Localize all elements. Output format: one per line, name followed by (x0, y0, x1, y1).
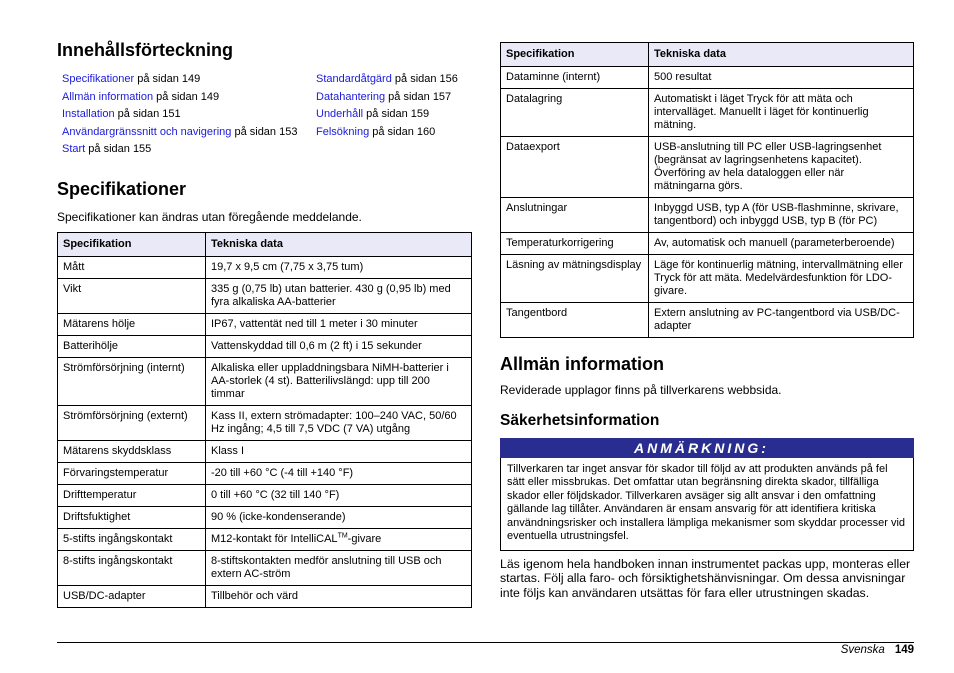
table-row (58, 358, 472, 406)
table-row (58, 336, 472, 358)
toc-link[interactable]: Standardåtgärd (316, 73, 392, 85)
toc-entry (316, 89, 477, 107)
toc-page-ref: på sidan 153 (234, 125, 298, 138)
spec-value: Automatiskt i läget Tryck för att mäta och intervalläget. Manuellt i läget för kontinuerlig mätning. (649, 89, 914, 137)
toc-page-ref: på sidan 155 (88, 143, 152, 155)
table-row (58, 406, 472, 441)
toc-link[interactable]: Start (62, 143, 86, 155)
left-column (57, 38, 472, 608)
table-row (58, 314, 472, 336)
spec-value: IP67, vattentät ned till 1 meter i 30 minuter (206, 314, 472, 336)
table-row (58, 551, 472, 586)
footer-divider (57, 642, 914, 643)
table-row (501, 89, 914, 137)
toc-entry (316, 124, 477, 142)
spec-name: Dataminne (internt) (501, 67, 649, 89)
safety-title: Säkerhetsinformation (500, 411, 660, 429)
spec-value: -20 till +60 °C (-4 till +140 °F) (206, 463, 472, 485)
spec-name: Batterihölje (58, 336, 206, 358)
toc-page-ref: på sidan 157 (388, 90, 452, 103)
toc-entry (62, 89, 316, 107)
spec-name: 5-stifts ingångskontakt (58, 529, 206, 551)
table-row (58, 257, 472, 279)
note-text: Tillverkaren tar inget ansvar för skador till följd av att produkten används på fel sätt eller missbrukas. Det omfattar utan begränsning direkta skador, tillfälliga skador eller följdskador. Tillverkaren avsäger sig allt ansvar i den omfattning gällande lag tillåter. Användaren är ensam ansvarig för att identifiera kritiska användningsrisker och installera lämpliga mekanismer som skyddar processer vid eventuella utrustningsfel. (500, 458, 914, 551)
toc-link[interactable]: Datahantering (316, 90, 386, 103)
column-header: Specifikation (58, 233, 206, 257)
spec-value: Extern anslutning av PC-tangentbord via USB/DC-adapter (649, 303, 914, 338)
spec-name: Temperaturkorrigering (501, 233, 649, 255)
note-box (500, 438, 914, 551)
table-row (501, 198, 914, 233)
table-row (58, 507, 472, 529)
spec-name: Mätarens skyddsklass (58, 441, 206, 463)
page-number: 149 (894, 644, 914, 656)
toc-link[interactable]: Användargränssnitt och navigering (62, 125, 232, 138)
toc-link[interactable]: Installation (62, 108, 115, 120)
spec-value (206, 529, 472, 551)
table-row (58, 279, 472, 314)
spec-name: USB/DC-adapter (58, 586, 206, 608)
specs-intro: Specifikationer kan ändras utan föregående meddelande. (57, 209, 362, 224)
spec-value: Tillbehör och värd (206, 586, 472, 608)
general-info-title: Allmän information (500, 354, 665, 374)
table-row (501, 67, 914, 89)
spec-name: Anslutningar (501, 198, 649, 233)
spec-value-text: -givare (347, 533, 382, 545)
spec-value: Inbyggd USB, typ A (för USB-flashminne, skrivare, tangentbord) och inbyggd USB, typ B (för PC) (649, 198, 914, 233)
table-row (501, 303, 914, 338)
toc-page-ref: på sidan 149 (156, 90, 220, 103)
toc-title: Innehållsförteckning (57, 40, 234, 60)
spec-value: 8-stiftskontakten medför anslutning till USB och extern AC-ström (206, 551, 472, 586)
spec-value: USB-anslutning till PC eller USB-lagringsenhet (begränsat av lagringsenhetens kapacitet). Överföring av hela dataloggen eller när mätningarna görs. (649, 137, 914, 198)
toc-link[interactable]: Specifikationer (62, 73, 135, 85)
table-header-row (501, 43, 914, 67)
spec-value-text: M12-kontakt för IntelliCAL (211, 533, 338, 545)
trademark-mark: TM (337, 532, 348, 540)
spec-name: 8-stifts ingångskontakt (58, 551, 206, 586)
spec-value: 0 till +60 °C (32 till 140 °F) (206, 485, 472, 507)
toc-page-ref: på sidan 160 (372, 125, 436, 138)
page-footer (841, 643, 914, 657)
spec-name: Drifttemperatur (58, 485, 206, 507)
spec-name: Strömförsörjning (internt) (58, 358, 206, 406)
toc-entry (62, 106, 316, 124)
spec-name: Vikt (58, 279, 206, 314)
spec-name: Strömförsörjning (externt) (58, 406, 206, 441)
table-row (58, 529, 472, 551)
table-row (501, 255, 914, 303)
toc-entry (316, 106, 477, 124)
general-info-text: Reviderade upplagor finns på tillverkarens webbsida. (500, 383, 782, 397)
spec-name: Driftsfuktighet (58, 507, 206, 529)
spec-value: 19,7 x 9,5 cm (7,75 x 3,75 tum) (206, 257, 472, 279)
toc-page-ref: på sidan 156 (394, 73, 458, 85)
spec-name: Läsning av mätningsdisplay (501, 255, 649, 303)
table-row (501, 137, 914, 198)
toc-page-ref: på sidan 159 (366, 108, 430, 120)
spec-name: Mått (58, 257, 206, 279)
safety-body-text: Läs igenom hela handboken innan instrumentet packas upp, monteras eller startas. Följ alla faro- och försiktighetshänvisningar. Om dessa anvisningar inte följs kan användaren utsättas för fara eller utrustningen skadas. (500, 556, 911, 600)
spec-value: 90 % (icke-kondenserande) (206, 507, 472, 529)
toc-entry (62, 124, 316, 142)
table-of-contents (62, 71, 472, 159)
table-row (58, 586, 472, 608)
spec-value: 335 g (0,75 lb) utan batterier. 430 g (0,95 lb) med fyra alkaliska AA-batterier (206, 279, 472, 314)
table-row (58, 441, 472, 463)
column-header: Tekniska data (649, 43, 914, 67)
footer-language: Svenska (840, 644, 885, 656)
toc-page-ref: på sidan 151 (117, 108, 181, 120)
spec-value: Läge för kontinuerlig mätning, intervallmätning eller Tryck för att mäta. Medelvärdesfunktion för LDO-givare. (649, 255, 914, 303)
spec-value: 500 resultat (649, 67, 914, 89)
spec-value: Kass II, extern strömadapter: 100–240 VAC, 50/60 Hz ingång; 4,5 till 7,5 VDC (7 VA) utgång (206, 406, 472, 441)
spec-value: Klass I (206, 441, 472, 463)
spec-table-continued (500, 42, 914, 338)
spec-value: Av, automatisk och manuell (parameterberoende) (649, 233, 914, 255)
spec-name: Dataexport (501, 137, 649, 198)
spec-name: Mätarens hölje (58, 314, 206, 336)
specs-title: Specifikationer (57, 178, 187, 199)
note-label: ANMÄRKNING: (500, 438, 914, 458)
table-row (58, 463, 472, 485)
table-header-row (58, 233, 472, 257)
spec-name: Datalagring (501, 89, 649, 137)
toc-link[interactable]: Underhåll (316, 108, 364, 120)
column-header: Specifikation (501, 43, 649, 67)
toc-link[interactable]: Allmän information (62, 90, 154, 103)
toc-page-ref: på sidan 149 (137, 73, 201, 85)
spec-name: Tangentbord (501, 303, 649, 338)
spec-value: Alkaliska eller uppladdningsbara NiMH-batterier i AA-storlek (4 st). Batterilivslängd: upp till 200 timmar (206, 358, 472, 406)
right-column (500, 42, 914, 600)
spec-table (57, 232, 472, 608)
spec-value: Vattenskyddad till 0,6 m (2 ft) i 15 sekunder (206, 336, 472, 358)
toc-entry (62, 141, 316, 159)
table-row (58, 485, 472, 507)
toc-entry (316, 71, 477, 89)
toc-link[interactable]: Felsökning (316, 125, 370, 138)
table-row (501, 233, 914, 255)
toc-entry (62, 71, 316, 89)
column-header: Tekniska data (206, 233, 472, 257)
spec-name: Förvaringstemperatur (58, 463, 206, 485)
